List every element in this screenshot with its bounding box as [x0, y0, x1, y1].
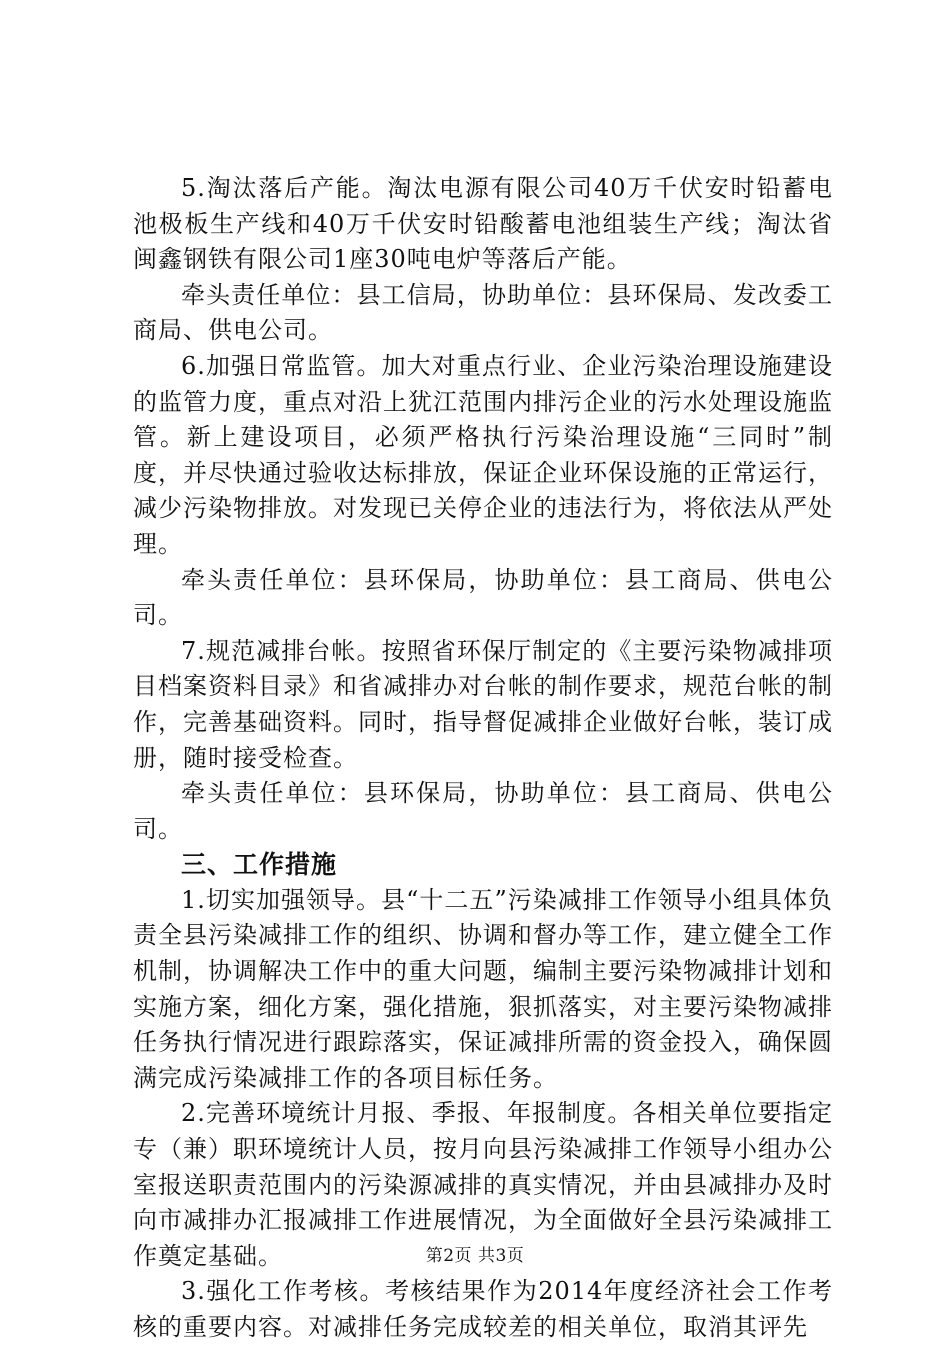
measure-item-1: 1.切实加强领导。县“十二五”污染减排工作领导小组具体负责全县污染减排工作的组织、协调和督办等工作，建立健全工作机制，协调解决工作中的重大问题，编制主要污染物减排计划和实施方案，细化方案，强化措施，狠抓落实，对主要污染物减排任务执行情况进行跟踪落实，保证减排所需的资金投入，确保圆满完成污染减排工作的各项目标任务。 — [133, 885, 833, 1092]
paragraph-item-7: 7.规范减排台帐。按照省环保厅制定的《主要污染物减排项目档案资料目录》和省减排办对台帐的制作要求，规范台帐的制作，完善基础资料。同时，指导督促减排企业做好台帐，装订成册，随时接受检查。 — [133, 636, 833, 772]
responsibility-item-7: 牵头责任单位：县环保局，协助单位：县工商局、供电公司。 — [133, 779, 833, 843]
responsibility-item-6: 牵头责任单位：县环保局，协助单位：县工商局、供电公司。 — [133, 565, 833, 630]
page-number-footer: 第2页 共3页 — [425, 1246, 525, 1266]
measure-item-2: 2.完善环境统计月报、季报、年报制度。各相关单位要指定专（兼）职环境统计人员，按月向县污染减排工作领导小组办公室报送职责范围内的污染源减排的真实情况，并由县减排办及时向市减排办汇报减排工作进展情况，为全面做好全县污染减排工作奠定基础。 — [133, 1099, 833, 1270]
document-body — [133, 171, 833, 1346]
paragraph-item-5: 5.淘汰落后产能。淘汰电源有限公司40万千伏安时铅蓄电池极板生产线和40万千伏安时铅酸蓄电池组装生产线；淘汰省闽鑫钢铁有限公司1座30吨电炉等落后产能。 — [133, 174, 833, 274]
responsibility-item-5: 牵头责任单位：县工信局，协助单位：县环保局、发改委工商局、供电公司。 — [133, 280, 833, 345]
section-heading: 三、工作措施 — [181, 850, 338, 880]
paragraph-item-6: 6.加强日常监管。加大对重点行业、企业污染治理设施建设的监管力度，重点对沿上犹江范围内排污企业的污水处理设施监管。新上建设项目，必须严格执行污染治理设施“三同时”制度，并尽快通过验收达标排放，保证企业环保设施的正常运行，减少污染物排放。对发现已关停企业的违法行为，将依法从严处理。 — [133, 351, 833, 558]
measure-item-3: 3.强化工作考核。考核结果作为2014年度经济社会工作考核的重要内容。对减排任务完成较差的相关单位，取消其评先 — [133, 1277, 833, 1341]
